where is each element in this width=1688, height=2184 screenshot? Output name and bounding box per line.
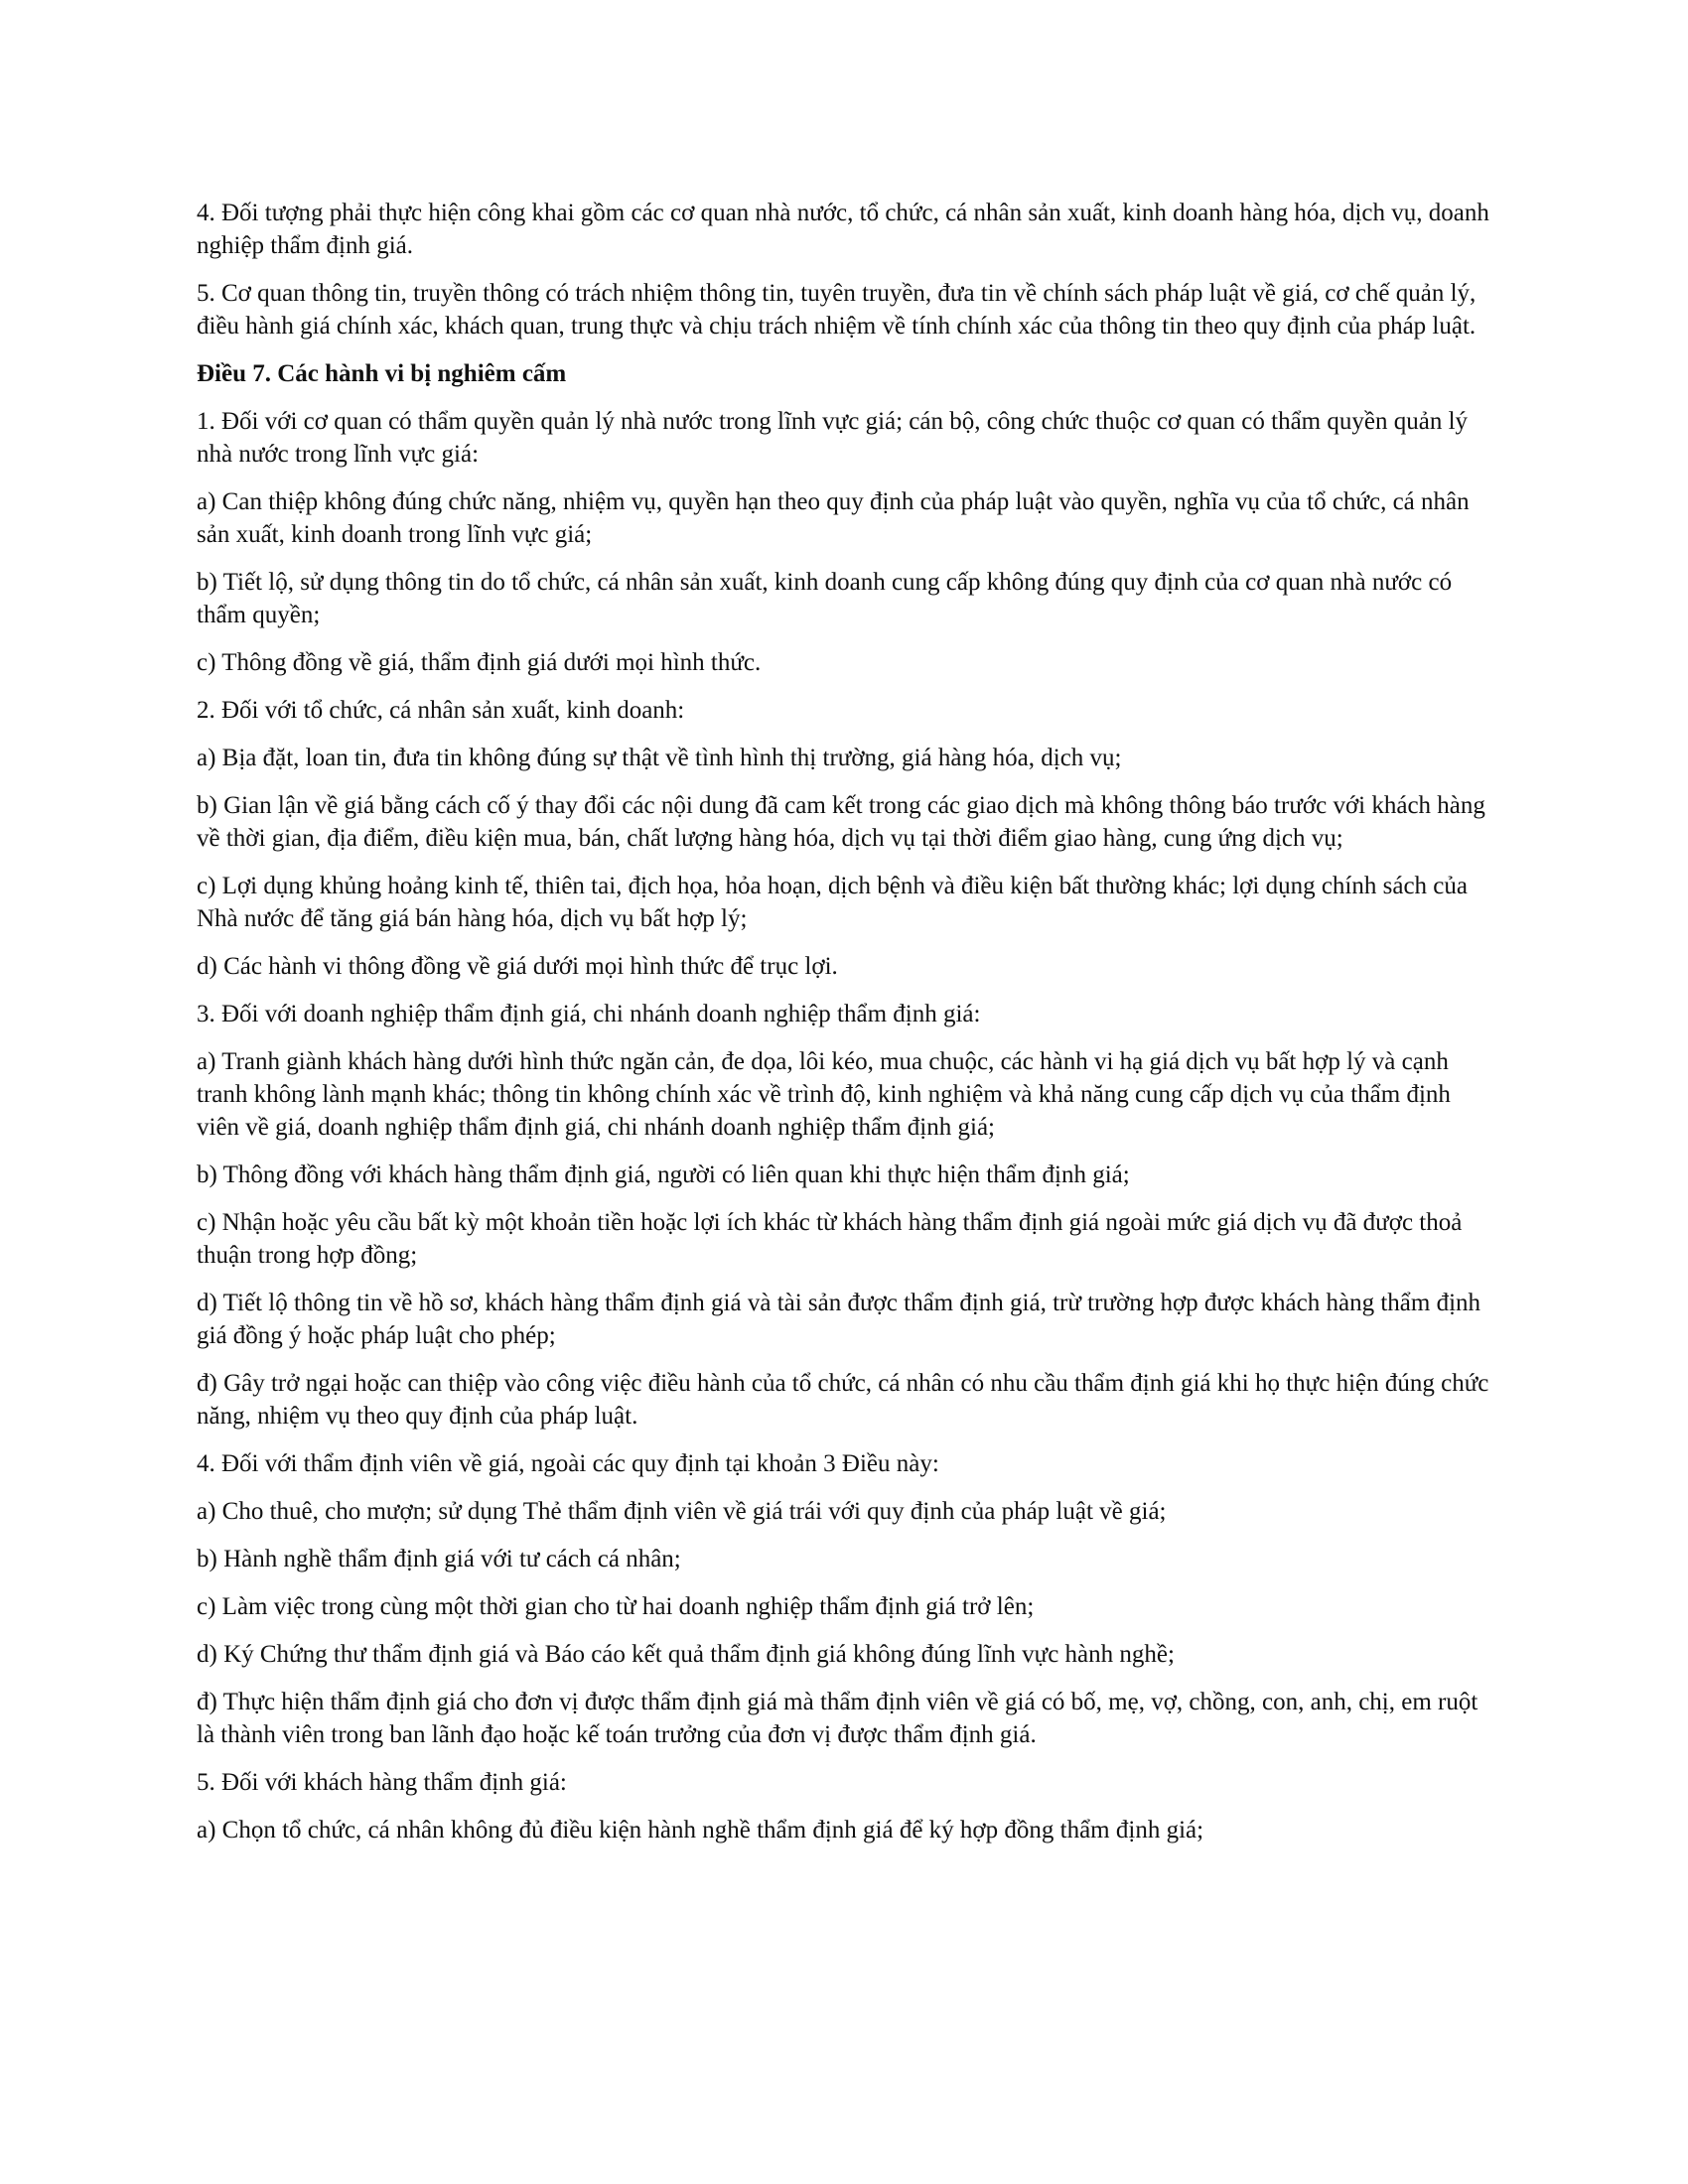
paragraph-khoan-4-cong-khai: 4. Đối tượng phải thực hiện công khai gồm các cơ quan nhà nước, tổ chức, cá nhân sản xuất, kinh doanh hàng hóa, dịch vụ, doanh nghiệp thẩm định giá. [197, 200, 1489, 259]
paragraph-7-3-dd: đ) Gây trở ngại hoặc can thiệp vào công việc điều hành của tổ chức, cá nhân có nhu cầu thẩm định giá khi họ thực hiện đúng chức năng, nhiệm vụ theo quy định của pháp luật. [197, 1370, 1489, 1430]
document-page [197, 197, 1497, 1861]
paragraph-7-4-a: a) Cho thuê, cho mượn; sử dụng Thẻ thẩm định viên về giá trái với quy định của pháp luật về giá; [197, 1498, 1167, 1525]
paragraph-7-3-d: d) Tiết lộ thông tin về hồ sơ, khách hàng thẩm định giá và tài sản được thẩm định giá, trừ trường hợp được khách hàng thẩm định giá đồng ý hoặc pháp luật cho phép; [197, 1290, 1481, 1349]
paragraph-7-4-c: c) Làm việc trong cùng một thời gian cho từ hai doanh nghiệp thẩm định giá trở lên; [197, 1593, 1035, 1620]
paragraph-7-2-a: a) Bịa đặt, loan tin, đưa tin không đúng sự thật về tình hình thị trường, giá hàng hóa, dịch vụ; [197, 745, 1122, 771]
paragraph-khoan-5-thong-tin: 5. Cơ quan thông tin, truyền thông có trách nhiệm thông tin, tuyên truyền, đưa tin về chính sách pháp luật về giá, cơ chế quản lý, điều hành giá chính xác, khách quan, trung thực và chịu trách nhiệm về tính chính xác của thông tin theo quy định của pháp luật. [197, 280, 1477, 340]
paragraph-7-4: 4. Đối với thẩm định viên về giá, ngoài các quy định tại khoản 3 Điều này: [197, 1450, 939, 1477]
paragraph-7-1-a: a) Can thiệp không đúng chức năng, nhiệm vụ, quyền hạn theo quy định của pháp luật vào quyền, nghĩa vụ của tổ chức, cá nhân sản xuất, kinh doanh trong lĩnh vực giá; [197, 488, 1470, 548]
paragraph-7-2: 2. Đối với tổ chức, cá nhân sản xuất, kinh doanh: [197, 697, 685, 724]
paragraph-7-3-c: c) Nhận hoặc yêu cầu bất kỳ một khoản tiền hoặc lợi ích khác từ khách hàng thẩm định giá ngoài mức giá dịch vụ đã được thoả thuận trong hợp đồng; [197, 1209, 1463, 1269]
paragraph-7-5: 5. Đối với khách hàng thẩm định giá: [197, 1769, 567, 1796]
paragraph-7-4-d: d) Ký Chứng thư thẩm định giá và Báo cáo kết quả thẩm định giá không đúng lĩnh vực hành nghề; [197, 1641, 1175, 1668]
paragraph-7-2-b: b) Gian lận về giá bằng cách cố ý thay đổi các nội dung đã cam kết trong các giao dịch mà không thông báo trước với khách hàng về thời gian, địa điểm, điều kiện mua, bán, chất lượng hàng hóa, dịch vụ tại thời điểm giao hàng, cung ứng dịch vụ; [197, 792, 1485, 852]
paragraph-7-4-b: b) Hành nghề thẩm định giá với tư cách cá nhân; [197, 1546, 681, 1572]
paragraph-7-3-a: a) Tranh giành khách hàng dưới hình thức ngăn cản, đe dọa, lôi kéo, mua chuộc, các hành vi hạ giá dịch vụ bất hợp lý và cạnh tranh không lành mạnh khác; thông tin không chính xác về trình độ, kinh nghiệm và khả năng cung cấp dịch vụ của thẩm định viên về giá, doanh nghiệp thẩm định giá, chi nhánh doanh nghiệp thẩm định giá; [197, 1048, 1451, 1141]
article-7-heading: Điều 7. Các hành vi bị nghiêm cấm [197, 360, 567, 387]
paragraph-7-2-c: c) Lợi dụng khủng hoảng kinh tế, thiên tai, địch họa, hỏa hoạn, dịch bệnh và điều kiện bất thường khác; lợi dụng chính sách của Nhà nước để tăng giá bán hàng hóa, dịch vụ bất hợp lý; [197, 873, 1468, 932]
paragraph-7-4-dd: đ) Thực hiện thẩm định giá cho đơn vị được thẩm định giá mà thẩm định viên về giá có bố, mẹ, vợ, chồng, con, anh, chị, em ruột là thành viên trong ban lãnh đạo hoặc kế toán trưởng của đơn vị được thẩm định giá. [197, 1689, 1478, 1748]
paragraph-7-5-a: a) Chọn tổ chức, cá nhân không đủ điều kiện hành nghề thẩm định giá để ký hợp đồng thẩm định giá; [197, 1817, 1204, 1843]
paragraph-7-1-b: b) Tiết lộ, sử dụng thông tin do tổ chức, cá nhân sản xuất, kinh doanh cung cấp không đúng quy định của cơ quan nhà nước có thẩm quyền; [197, 569, 1453, 628]
paragraph-7-3: 3. Đối với doanh nghiệp thẩm định giá, chi nhánh doanh nghiệp thẩm định giá: [197, 1001, 981, 1027]
paragraph-7-2-d: d) Các hành vi thông đồng về giá dưới mọi hình thức để trục lợi. [197, 953, 838, 980]
paragraph-7-3-b: b) Thông đồng với khách hàng thẩm định giá, người có liên quan khi thực hiện thẩm định giá; [197, 1161, 1130, 1188]
paragraph-7-1: 1. Đối với cơ quan có thẩm quyền quản lý nhà nước trong lĩnh vực giá; cán bộ, công chức thuộc cơ quan có thẩm quyền quản lý nhà nước trong lĩnh vực giá: [197, 408, 1469, 468]
paragraph-7-1-c: c) Thông đồng về giá, thẩm định giá dưới mọi hình thức. [197, 649, 762, 676]
